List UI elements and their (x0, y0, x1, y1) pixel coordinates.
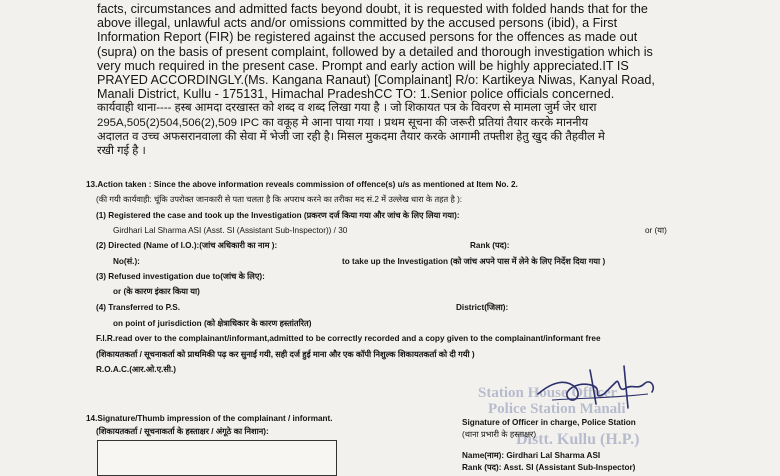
officer-signature (532, 364, 662, 412)
paragraph-line: very much required in the present case. Prompt and early action will be highly appreciated.IT IS (97, 58, 629, 73)
section13-heading-hindi: (की गयी कार्यवाही: चूंकि उपरोक्त जानकारी से पता चलता है कि अपराध करने का तरीका मद सं.2 में उल्लेख धारा के तहत है ): (96, 195, 463, 204)
paragraph-line: रखी गई है । (97, 145, 146, 158)
item4-label: (4) Transferred to P.S. (96, 303, 181, 312)
section14-heading-hindi: (शिकायतकर्ता / सूचनाकर्ता के हस्ताक्षर / अंगूठे का निशान): (96, 427, 269, 436)
item3-reason: or (के कारण इंकार किया या) (113, 287, 200, 296)
item1-officer: Girdhari Lal Sharma ASI (Asst. SI (Assistant Sub-Inspector)) / 30 (113, 226, 348, 235)
paragraph-line: Information Report (FIR) be registered against the accused persons for the offences as made out (97, 30, 638, 45)
officer-name: Name(नाम): Girdhari Lal Sharma ASI (462, 451, 601, 460)
officer-signature-heading-hindi: (थाना प्रभारी के हस्ताक्षर) (462, 430, 537, 439)
officer-rank: Rank (पद): Asst. SI (Assistant Sub-Inspector) (462, 463, 636, 472)
roac: R.O.A.C.(आर.ओ.ए.सी.) (96, 365, 177, 374)
section13-heading: 13.Action taken : Since the above information reveals commission of offence(s) u/s as mentioned at Item No. 2. (86, 180, 518, 189)
stamp-line-3: Distt. Kullu (H.P.) (516, 431, 640, 448)
stamp-line-1: Station House Officer (478, 385, 618, 401)
item1-label: (1) Registered the case and took up the Investigation (प्रकरण दर्ज किया गया और जांच के लिए लिया गया): (96, 211, 460, 220)
item2-rank: Rank (पद): (470, 241, 510, 250)
section14-heading: 14.Signature/Thumb impression of the complainant / informant. (86, 414, 333, 423)
fir-read-over: F.I.R.read over to the complainant/informant,admitted to be correctly recorded and a copy given to the complainant/informant free (96, 334, 601, 343)
officer-signature-heading: Signature of Officer in charge, Police Station (462, 418, 636, 427)
item2-no: No(सं.): (113, 257, 140, 266)
paragraph-line: अदालत व उच्च अफसरानवाला की सेवा में भेजी जा रही है। मिसल मुकदमा तैयार करके आगामी तफ्तीश हेतु खुद की तैहवील मे (97, 130, 605, 143)
item3-label: (3) Refused investigation due to(जांच के लिए): (96, 272, 265, 281)
item2-label: (2) Directed (Name of I.O.):(जांच अधिकारी का नाम ): (96, 241, 278, 250)
paragraph-line: above illegal, unlawful acts and/or omissions committed by the accused persons (ibid), a First (97, 16, 618, 31)
item4-district: District(जिला): (456, 303, 509, 312)
stamp-line-2: Police Station Manali (488, 401, 626, 417)
item1-or: or (या) (645, 226, 667, 235)
paragraph-line: PRAYED ACCORDINGLY.(Ms. Kangana Ranaut) [Complainant] R/o: Kartikeya Niwas, Kanyal Road, (97, 73, 655, 88)
paragraph-line: (supra) on the basis of present complaint, followed by a detailed and thorough investigation which is (97, 44, 653, 59)
complaint-paragraph (97, 2, 687, 158)
fir-read-over-hindi: (शिकायतकर्ता / सूचनाकर्ता को प्राथमिकी पढ़ कर सुनाई गयी, सही दर्ज हुई माना और एक कॉपी निशुल्क शिकायतकर्ता को दी गयी ) (96, 350, 475, 359)
paragraph-line: कार्यवाही थाना---- हस्ब आमदा दरखास्त को शब्द व शब्द लिखा गया है । जो शिकायत पत्र के विवरण से मामला जुर्म जेर धारा (97, 102, 597, 115)
paragraph-line: Manali District, Kullu - 175131, Himachal PradeshCC TO: 1.Senior police officials concerned. (97, 87, 615, 102)
complainant-signature-box (97, 440, 337, 476)
paragraph-line: facts, circumstances and admitted facts beyond doubt, it is requested with folded hands that for the (97, 2, 648, 16)
item4-jurisdiction: on point of jurisdiction (को क्षेत्राधिकार के कारण हस्तांतरित) (113, 319, 312, 328)
item2-take-investigation: to take up the Investigation (को जांच अपने पास में लेने के लिए निर्देश दिया गया ) (342, 257, 606, 266)
paragraph-line: 295A,505(2)504,506(2),509 IPC का वकूह मे आना पाया गया । प्रथम सूचना की जरूरी प्रतियां तैयार करके माननीय (97, 116, 589, 129)
